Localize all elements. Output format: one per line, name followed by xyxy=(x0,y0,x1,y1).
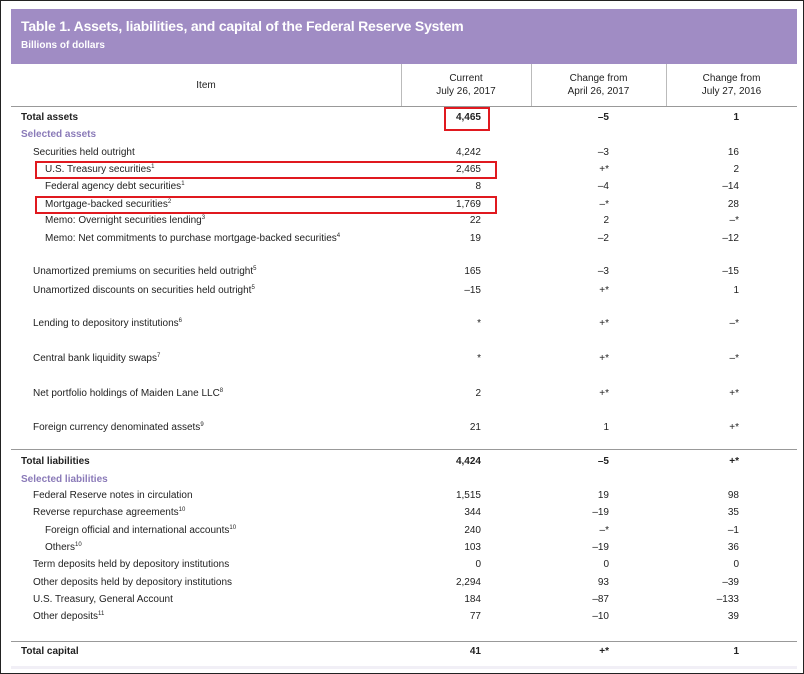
footnote-marker: 7 xyxy=(156,353,161,359)
value-change-july: 1 xyxy=(733,112,739,123)
value-change-july: 16 xyxy=(727,147,739,158)
table-subtitle: Billions of dollars xyxy=(21,40,105,51)
footnote-marker: 3 xyxy=(201,215,206,221)
column-header-change-april: Change from April 26, 2017 xyxy=(567,73,630,97)
value-current: 1,515 xyxy=(455,490,481,501)
row-label: Total assets xyxy=(21,112,79,123)
row-label: Other deposits held by depository institutions xyxy=(33,577,232,588)
value-current: 2 xyxy=(475,388,481,399)
highlight-box-treasury xyxy=(35,161,497,179)
divider-line xyxy=(11,106,797,107)
table-row xyxy=(11,386,797,403)
value-change-april: –19 xyxy=(592,507,609,518)
row-label: Foreign currency denominated assets$^9$ xyxy=(33,422,204,433)
value-change-april: 2 xyxy=(603,215,609,226)
value-change-july: –39 xyxy=(722,577,739,588)
footnote-marker: 9 xyxy=(200,422,204,428)
footnote-marker: 1 xyxy=(151,164,155,170)
row-label: Selected assets xyxy=(21,129,97,140)
table-footer-band xyxy=(11,666,797,669)
value-current: 344 xyxy=(464,507,481,518)
value-change-april: 19 xyxy=(597,490,609,501)
value-current: 184 xyxy=(464,594,481,605)
row-label: Lending to depository institutions$^6$ xyxy=(33,318,182,329)
value-change-april: –3 xyxy=(597,266,609,277)
table-row xyxy=(11,316,797,333)
row-label: Foreign official and international accounts$^{10}$ xyxy=(45,525,237,536)
value-change-july: –133 xyxy=(716,594,739,605)
table-row xyxy=(11,592,797,609)
column-header-item: Item xyxy=(196,79,216,91)
value-change-july: +* xyxy=(729,456,739,467)
value-current: 77 xyxy=(469,611,481,622)
value-current: 240 xyxy=(464,525,481,536)
row-label: Term deposits held by depository institutions xyxy=(33,559,230,570)
value-change-july: 28 xyxy=(727,199,739,210)
row-label: U.S. Treasury securities$^1$ xyxy=(45,164,155,175)
divider-line xyxy=(11,449,797,450)
value-change-july: 0 xyxy=(733,559,739,570)
value-change-july: –* xyxy=(729,318,739,329)
value-change-april: –* xyxy=(599,525,609,536)
section-label-row xyxy=(11,472,797,489)
row-label: Total capital xyxy=(21,646,79,657)
row-label: Memo: Overnight securities lending$^3$ xyxy=(45,215,206,226)
value-change-july: –1 xyxy=(727,525,739,536)
section-label-row xyxy=(11,127,797,144)
table-row xyxy=(11,420,797,437)
row-label: Mortgage-backed securities$^2$ xyxy=(45,199,172,210)
value-change-july: 1 xyxy=(733,646,739,657)
footnote-marker: 8 xyxy=(219,388,224,394)
value-change-april: –3 xyxy=(597,147,609,158)
row-label: Central bank liquidity swaps$^7$ xyxy=(33,353,161,364)
value-change-july: 36 xyxy=(727,542,739,553)
table-row xyxy=(11,557,797,574)
value-change-july: –15 xyxy=(722,266,739,277)
row-label: Federal Reserve notes in circulation xyxy=(33,490,193,501)
row-label: Unamortized discounts on securities held outright$^5$ xyxy=(33,285,255,296)
value-change-july: –14 xyxy=(722,181,739,192)
footnote-marker: 1 xyxy=(181,181,185,187)
table-row xyxy=(11,110,797,127)
value-change-april: –10 xyxy=(592,611,609,622)
value-change-july: –* xyxy=(729,353,739,364)
footnote-marker: 2 xyxy=(167,199,172,205)
value-current: 103 xyxy=(464,542,481,553)
value-change-april: 0 xyxy=(603,559,609,570)
value-change-july: –12 xyxy=(722,233,739,244)
footnote-marker: 10 xyxy=(229,525,237,531)
value-change-april: –2 xyxy=(597,233,609,244)
value-current: 19 xyxy=(469,233,481,244)
value-current: 2,294 xyxy=(455,577,481,588)
value-change-july: 2 xyxy=(733,164,739,175)
value-current: 8 xyxy=(475,181,481,192)
row-label: Others$^{10}$ xyxy=(45,542,82,553)
value-current: * xyxy=(477,353,481,364)
value-current: * xyxy=(477,318,481,329)
footnote-marker: 10 xyxy=(75,542,82,548)
value-change-july: 35 xyxy=(727,507,739,518)
value-change-april: –5 xyxy=(597,112,609,123)
value-change-april: –87 xyxy=(592,594,609,605)
footnote-marker: 6 xyxy=(178,318,182,324)
value-change-april: +* xyxy=(599,646,609,657)
value-current: 165 xyxy=(464,266,481,277)
row-label: Other deposits$^{11}$ xyxy=(33,611,105,622)
value-change-july: 98 xyxy=(727,490,739,501)
value-change-april: –* xyxy=(599,199,609,210)
table-row xyxy=(11,609,797,626)
table-row xyxy=(11,488,797,505)
column-divider xyxy=(401,64,402,107)
footnote-marker: 11 xyxy=(98,611,105,617)
value-change-april: +* xyxy=(599,285,609,296)
value-change-april: 93 xyxy=(597,577,609,588)
row-label: Selected liabilities xyxy=(21,474,108,485)
highlight-box-mbs xyxy=(35,196,497,214)
value-current: 21 xyxy=(469,422,481,433)
table-header-band xyxy=(11,9,797,64)
value-change-july: +* xyxy=(729,422,739,433)
footnote-marker: 5 xyxy=(251,285,255,291)
table-title: Table 1. Assets, liabilities, and capital of the Federal Reserve System xyxy=(21,18,464,34)
highlight-box-total-assets xyxy=(444,107,490,131)
value-change-july: –* xyxy=(729,215,739,226)
table-row xyxy=(11,454,797,471)
value-change-july: 39 xyxy=(727,611,739,622)
value-change-april: +* xyxy=(599,164,609,175)
value-current: 4,465 xyxy=(455,112,481,123)
table-row xyxy=(11,213,797,230)
value-current: 22 xyxy=(469,215,481,226)
footnote-marker: 5 xyxy=(253,266,257,272)
table-row xyxy=(11,264,797,281)
row-label: Unamortized premiums on securities held outright$^5$ xyxy=(33,266,257,277)
divider-line xyxy=(11,641,797,642)
table-row xyxy=(11,575,797,592)
value-current: 4,242 xyxy=(455,147,481,158)
column-divider xyxy=(531,64,532,107)
footnote-marker: 4 xyxy=(336,233,341,239)
value-change-april: –4 xyxy=(597,181,609,192)
table-row xyxy=(11,644,797,661)
row-label: Total liabilities xyxy=(21,456,90,467)
value-current: 0 xyxy=(475,559,481,570)
table-row xyxy=(11,505,797,522)
row-label: Securities held outright xyxy=(33,147,135,158)
value-change-april: +* xyxy=(599,388,609,399)
column-divider xyxy=(666,64,667,107)
value-change-april: +* xyxy=(599,318,609,329)
table-row xyxy=(11,231,797,248)
value-change-april: –19 xyxy=(592,542,609,553)
value-change-july: +* xyxy=(729,388,739,399)
row-label: U.S. Treasury, General Account xyxy=(33,594,173,605)
value-change-july: 1 xyxy=(733,285,739,296)
table-row xyxy=(11,540,797,557)
row-label: Reverse repurchase agreements$^{10}$ xyxy=(33,507,186,518)
table-row xyxy=(11,179,797,196)
row-label: Memo: Net commitments to purchase mortgage-backed securities$^4$ xyxy=(45,233,341,244)
table-row xyxy=(11,145,797,162)
column-header-change-july: Change from July 27, 2016 xyxy=(701,73,762,97)
column-header-current: Current July 26, 2017 xyxy=(436,73,496,97)
column-header-row xyxy=(11,64,797,107)
value-current: –15 xyxy=(464,285,481,296)
value-current: 1,769 xyxy=(455,199,481,210)
value-current: 2,465 xyxy=(455,164,481,175)
value-current: 4,424 xyxy=(455,456,481,467)
value-change-april: –5 xyxy=(597,456,609,467)
table-row xyxy=(11,351,797,368)
table-row xyxy=(11,283,797,300)
row-label: Net portfolio holdings of Maiden Lane LLC$^8$ xyxy=(33,388,224,399)
row-label: Federal agency debt securities$^1$ xyxy=(45,181,185,192)
value-change-april: +* xyxy=(599,353,609,364)
value-current: 41 xyxy=(469,646,481,657)
footnote-marker: 10 xyxy=(178,507,186,513)
value-change-april: 1 xyxy=(603,422,609,433)
table-row xyxy=(11,523,797,540)
